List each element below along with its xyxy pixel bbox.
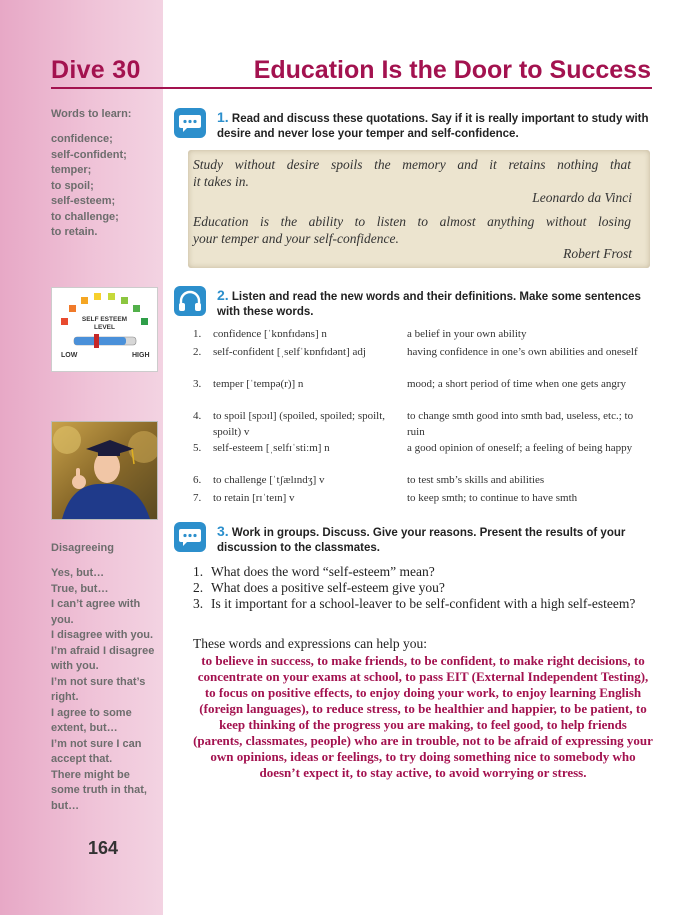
speech-bubble-icon — [174, 522, 206, 552]
phrase-line: Yes, but… — [51, 567, 105, 579]
disagreeing-heading: Disagreeing — [51, 542, 114, 554]
phrase-line: I disagree with you. — [51, 629, 154, 641]
phrase-line: extent, but… — [51, 722, 118, 734]
question-item — [193, 564, 653, 580]
word-item: self-confident; — [51, 148, 127, 161]
question-number: 1. — [193, 564, 204, 579]
dive-number: Dive 30 — [51, 56, 141, 84]
phrase-line: I agree to some — [51, 706, 132, 719]
question-item — [193, 596, 653, 612]
word-item: confidence; — [51, 133, 113, 145]
word-item: to retain. — [51, 226, 98, 238]
vocab-term: self-confident [ˌselfˈkɒnfɪdənt] adj — [213, 346, 366, 358]
vocab-number: 5. — [193, 442, 202, 454]
word-item: to challenge; — [51, 210, 119, 223]
phrase-line: some truth in that, — [51, 784, 147, 796]
question-text: What does a positive self-esteem give you? — [211, 580, 445, 595]
useful-phrases: to believe in success, to make friends, to be confident, to make right decisions, to concentrate on your exams at school, to pass EIT (External Independent Testing), to focus on positive effects, to enjoy doing your work, to enjoy learning English (foreign languages), to reduce stress, to be healthier and happier, to be patient, to keep thinking of the progress you are making, to feel good, to help friends (parents, classmates, people) who are in trouble, not to be afraid of expressing your own opinions, ideas or feelings, to try doing something nice to somebody who doesn’t expect it, to stay active, to avoid worrying or stress. — [193, 653, 653, 780]
question-item — [193, 580, 653, 596]
vocab-definition: a good opinion of oneself; a feeling of being happy — [407, 442, 633, 454]
phrase-line: True, but… — [51, 582, 109, 595]
words-to-learn-heading: Words to learn: — [51, 108, 132, 120]
question-text: Is it important for a school-leaver to be self-confident with a high self-esteem? — [211, 596, 636, 611]
word-item: to spoil; — [51, 179, 94, 192]
quote-1-line-2: it takes in. — [193, 174, 249, 189]
phrase-line: I’m afraid I disagree — [51, 644, 155, 657]
graduate-photo — [51, 421, 158, 520]
vocab-definition: to test smb’s skills and abilities — [407, 474, 545, 486]
page-number: 164 — [88, 838, 119, 858]
quote-2-line-2: your temper and your self-confidence. — [193, 231, 399, 246]
question-number: 3. — [193, 596, 204, 611]
phrase-line: accept that. — [51, 753, 113, 765]
phrase-line: I can’t agree with — [51, 598, 141, 610]
task-3-number: 3. — [217, 523, 229, 539]
vocab-term: to challenge [ˈtʃælɪndʒ] v — [213, 474, 325, 486]
quote-1-author: Leonardo da Vinci — [532, 190, 632, 205]
gauge-subtitle: LEVEL — [94, 324, 115, 331]
vocab-definition: to change smth good into smth bad, useless, etc.; to ruin — [407, 410, 634, 438]
vocab-number: 2. — [193, 346, 202, 358]
vocab-number: 7. — [193, 492, 202, 504]
gauge-title: SELF ESTEEM — [81, 316, 128, 323]
word-item: self-esteem; — [51, 195, 116, 207]
self-esteem-gauge-image — [51, 287, 158, 372]
headphones-icon — [174, 286, 206, 316]
page-title: Education Is the Door to Success — [253, 56, 651, 84]
phrase-line: I’m not sure that’s — [51, 675, 146, 688]
task-3-instructions — [217, 524, 652, 556]
task-1-instructions — [217, 110, 652, 142]
title-rule — [51, 87, 652, 89]
word-item: temper; — [51, 164, 92, 176]
vocab-definition: a belief in your own ability — [407, 328, 527, 340]
quote-1-line-1: Study without desire spoils the memory and it retains nothing that — [193, 157, 631, 172]
vocab-definition: having confidence in one’s own abilities and oneself — [407, 346, 638, 358]
speech-bubble-icon — [174, 108, 206, 138]
question-text: What does the word “self-esteem” mean? — [211, 564, 435, 579]
task-2-number: 2. — [217, 287, 229, 303]
vocab-term: to spoil [spɔɪl] (spoiled, spoiled; spoilt, spoilt) v — [213, 410, 386, 438]
question-number: 2. — [193, 580, 204, 595]
quote-2-author: Robert Frost — [563, 246, 632, 261]
vocab-number: 3. — [193, 378, 202, 390]
task-1-text: Read and discuss these quotations. Say if it is really important to study with desire and never lose your temper and self-confidence. — [217, 113, 649, 140]
task-2-text: Listen and read the new words and their definitions. Make some sentences with these words. — [217, 291, 641, 318]
discussion-questions — [193, 564, 653, 612]
disagreeing-list — [51, 566, 154, 814]
task-3-text: Work in groups. Discuss. Give your reasons. Present the results of your discussion to the classmates. — [217, 527, 626, 554]
gauge-low-label: LOW — [61, 352, 78, 359]
vocab-number: 1. — [193, 328, 202, 340]
vocab-term: self-esteem [ˌselfɪˈstiːm] n — [213, 442, 330, 454]
phrase-line: but… — [51, 799, 80, 812]
phrase-line: I’m not sure I can — [51, 737, 142, 750]
gauge-high-label: HIGH — [132, 352, 150, 359]
vocab-definition: mood; a short period of time when one gets angry — [407, 378, 627, 390]
vocab-term: to retain [rɪˈteɪn] v — [213, 492, 295, 504]
vocab-term: confidence [ˈkɒnfɪdəns] n — [213, 328, 327, 340]
help-intro: These words and expressions can help you: — [193, 636, 427, 651]
vocab-term: temper [ˈtempə(r)] n — [213, 378, 304, 390]
quote-2-line-1: Education is the ability to listen to almost anything without losing — [193, 214, 631, 229]
phrase-line: you. — [51, 613, 74, 626]
phrase-line: right. — [51, 691, 79, 703]
vocab-number: 6. — [193, 474, 202, 486]
vocab-number: 4. — [193, 410, 202, 422]
phrase-line: with you. — [51, 660, 99, 672]
vocab-definition: to keep smth; to continue to have smth — [407, 492, 578, 504]
task-1-number: 1. — [217, 109, 229, 125]
task-2-instructions — [217, 288, 652, 320]
words-to-learn-list — [51, 132, 127, 241]
phrase-line: There might be — [51, 768, 130, 781]
